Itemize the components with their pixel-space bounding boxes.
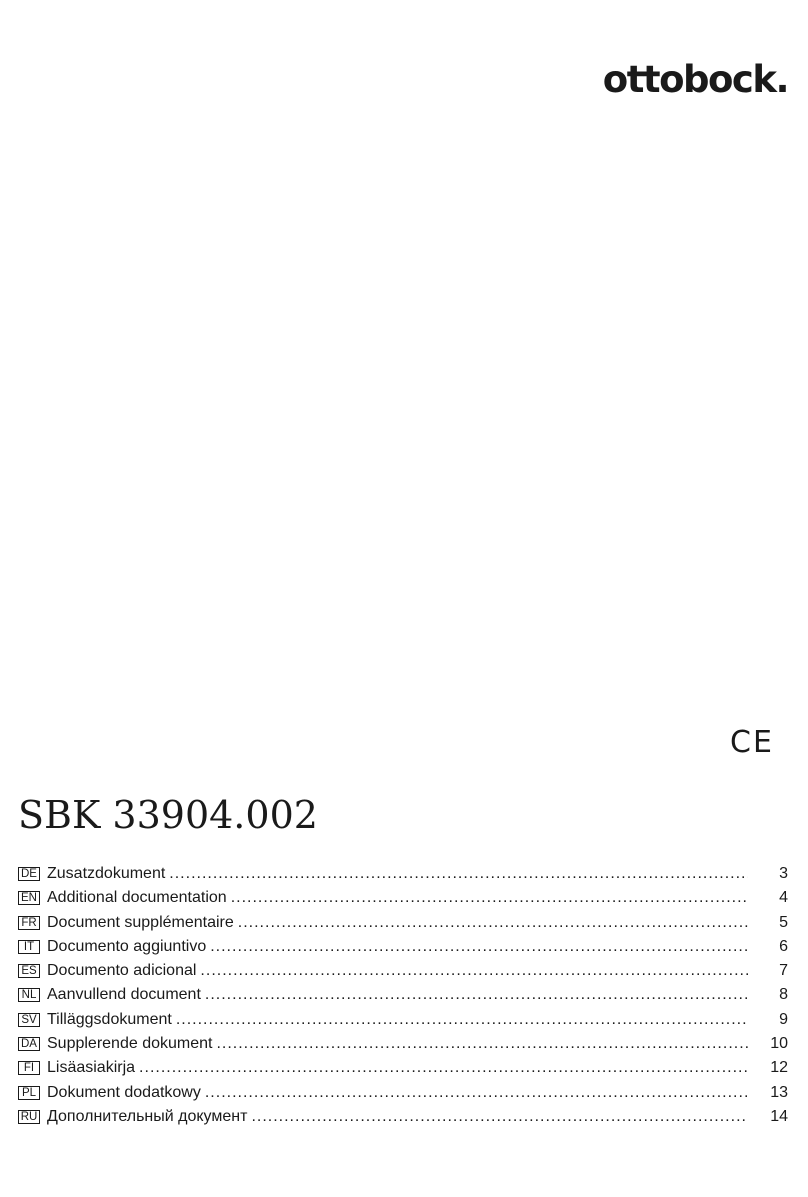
toc-page-number: 10 — [770, 1035, 788, 1053]
toc-page-number: 14 — [770, 1107, 788, 1125]
toc-entry-title: Document supplémentaire — [47, 913, 234, 931]
toc-page-number: 12 — [770, 1059, 788, 1077]
language-code-badge: DA — [18, 1037, 40, 1051]
toc-entry-title: Supplerende dokument — [47, 1035, 213, 1053]
table-of-contents — [18, 865, 788, 1132]
language-code-badge: NL — [18, 988, 40, 1002]
ce-mark: CE — [730, 725, 774, 760]
dot-leader — [176, 1011, 748, 1029]
toc-entry[interactable] — [18, 938, 788, 962]
toc-page-number: 3 — [779, 865, 788, 882]
dot-leader — [200, 962, 748, 980]
toc-page-number: 4 — [779, 889, 788, 907]
document-id: SBK 33904.002 — [18, 793, 318, 837]
toc-entry[interactable] — [18, 986, 788, 1010]
dot-leader — [238, 914, 748, 932]
toc-entry-title: Dokument dodatkowy — [47, 1083, 201, 1101]
toc-entry[interactable] — [18, 865, 788, 889]
language-code-badge: SV — [18, 1013, 40, 1027]
toc-entry[interactable] — [18, 1059, 788, 1083]
language-code-badge: FR — [18, 916, 40, 930]
toc-entry-title: Дополнительный документ — [47, 1107, 248, 1125]
dot-leader — [251, 1108, 748, 1126]
dot-leader — [205, 986, 748, 1004]
toc-page-number: 5 — [779, 913, 788, 931]
language-code-badge: IT — [18, 940, 40, 954]
toc-entry-title: Zusatzdokument — [47, 865, 166, 882]
toc-entry-title: Additional documentation — [47, 889, 227, 907]
language-code-badge: EN — [18, 891, 40, 905]
language-code-badge: RU — [18, 1110, 40, 1124]
dot-leader — [216, 1035, 748, 1053]
language-code-badge: FI — [18, 1061, 40, 1075]
dot-leader — [210, 938, 748, 956]
toc-entry[interactable] — [18, 1035, 788, 1059]
toc-entry-title: Documento aggiuntivo — [47, 937, 207, 955]
toc-page-number: 9 — [779, 1010, 788, 1028]
dot-leader — [169, 865, 748, 883]
toc-entry[interactable] — [18, 1084, 788, 1108]
toc-page-number: 13 — [770, 1083, 788, 1101]
toc-entry[interactable] — [18, 914, 788, 938]
language-code-badge: DE — [18, 867, 40, 881]
toc-entry[interactable] — [18, 962, 788, 986]
toc-page-number: 7 — [779, 962, 788, 980]
toc-page-number: 8 — [779, 986, 788, 1004]
dot-leader — [205, 1084, 748, 1102]
toc-page-number: 6 — [779, 937, 788, 955]
language-code-badge: PL — [18, 1086, 40, 1100]
toc-entry[interactable] — [18, 1011, 788, 1035]
toc-entry[interactable] — [18, 1108, 788, 1132]
toc-entry-title: Documento adicional — [47, 962, 197, 980]
toc-entry-title: Aanvullend document — [47, 986, 201, 1004]
dot-leader — [231, 889, 748, 907]
language-code-badge: ES — [18, 964, 40, 978]
ottobock-logo: ottobock. — [602, 58, 788, 101]
toc-entry-title: Tilläggsdokument — [47, 1010, 172, 1028]
toc-entry-title: Lisäasiakirja — [47, 1059, 136, 1077]
dot-leader — [139, 1059, 748, 1077]
toc-entry[interactable] — [18, 889, 788, 913]
